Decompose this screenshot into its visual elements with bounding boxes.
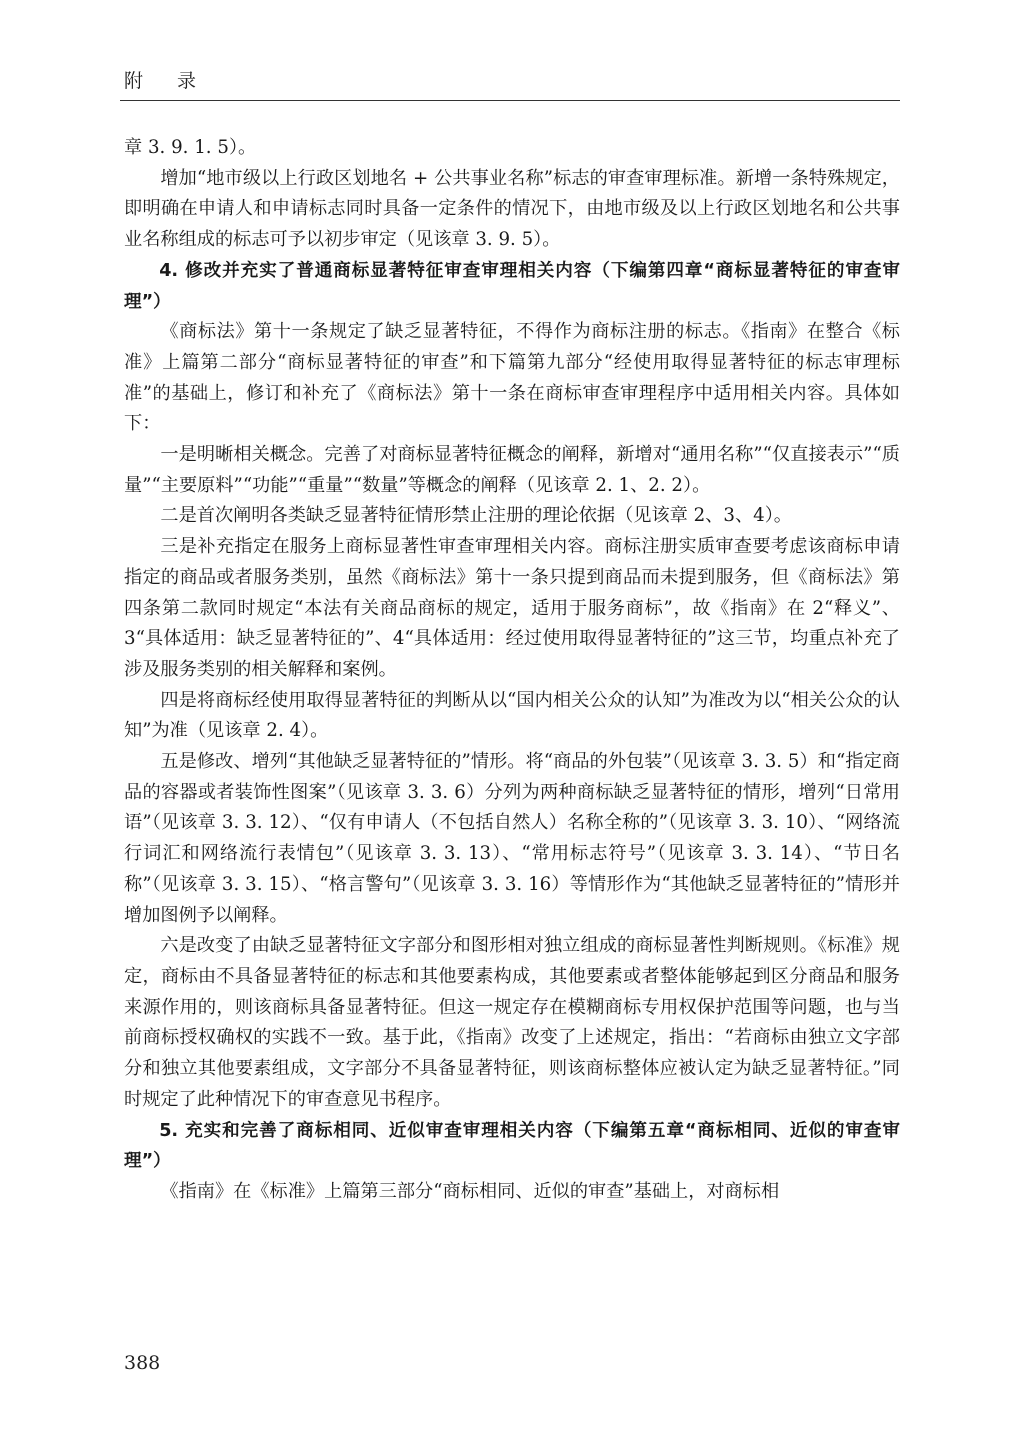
section-heading: 5. 充实和完善了商标相同、近似审查审理相关内容（下编第五章“商标相同、近似的审查审理”） — [124, 1120, 900, 1172]
header-rule — [120, 100, 900, 101]
running-head: 附 录 — [124, 70, 211, 92]
paragraph: 二是首次阐明各类缺乏显著特征情形禁止注册的理论依据（见该章 2、3、4）。 — [160, 505, 792, 527]
paragraph: 《商标法》第十一条规定了缺乏显著特征，不得作为商标注册的标志。《指南》在整合《标准》上篇第二部分“商标显著特征的审查”和下篇第九部分“经使用取得显著特征的标志审理标准”的基础上，修订和补充了《商标法》第十一条在商标审查审理程序中适用相关内容。具体如下： — [124, 321, 900, 435]
paragraph: 四是将商标经使用取得显著特征的判断从以“国内相关公众的认知”为准改为以“相关公众的认知”为准（见该章 2. 4）。 — [124, 689, 900, 742]
paragraph: 一是明晰相关概念。完善了对商标显著特征概念的阐释，新增对“通用名称”“仅直接表示”“质量”“主要原料”“功能”“重量”“数量”等概念的阐释（见该章 2. 1、2. 2）。 — [124, 444, 900, 496]
section-heading: 4. 修改并充实了普通商标显著特征审查审理相关内容（下编第四章“商标显著特征的审查审理”） — [124, 260, 900, 312]
paragraph: 《指南》在《标准》上篇第三部分“商标相同、近似的审查”基础上，对商标相 — [160, 1180, 780, 1202]
paragraph: 五是修改、增列“其他缺乏显著特征的”情形。将“商品的外包装”（见该章 3. 3. 5）和“指定商品的容器或者装饰性图案”（见该章 3. 3. 6）分列为两种商标缺乏显著特征的情形，增列“日常用语”（见该章 3. 3. 12）、“仅有申请人（不包括自然人）名称全称的”（见该章 3. 3. 10）、“网络流行词汇和网络流行表情包”（见该章 3. 3. 13）、“常用标志符号”（见该章 3. 3. 14）、“节日名称”（见该章 3. 3. 15）、“格言警句”（见该章 3. 3. 16）等情形作为“其他缺乏显著特征的”情形并增加图例予以阐释。 — [124, 751, 900, 926]
paragraph: 六是改变了由缺乏显著特征文字部分和图形相对独立组成的商标显著性判断规则。《标准》规定，商标由不具备显著特征的标志和其他要素构成，其他要素或者整体能够起到区分商品和服务来源作用的，则该商标具备显著特征。但这一规定存在模糊商标专用权保护范围等问题，也与当前商标授权确权的实践不一致。基于此，《指南》改变了上述规定，指出：“若商标由独立文字部分和独立其他要素组成，文字部分不具备显著特征，则该商标整体应被认定为缺乏显著特征。”同时规定了此种情况下的审查意见书程序。 — [124, 935, 900, 1110]
paragraph-continuation: 章 3. 9. 1. 5）。 — [124, 137, 257, 158]
page-number: 388 — [124, 1352, 161, 1374]
paragraph: 增加“地市级以上行政区划地名 + 公共事业名称”标志的审查审理标准。新增一条特殊规定，即明确在申请人和申请标志同时具备一定条件的情况下，由地市级及以上行政区划地名和公共事业名称组成的标志可予以初步审定（见该章 3. 9. 5）。 — [124, 167, 900, 251]
page-body — [124, 133, 900, 1208]
paragraph: 三是补充指定在服务上商标显著性审查审理相关内容。商标注册实质审查要考虑该商标申请指定的商品或者服务类别，虽然《商标法》第十一条只提到商品而未提到服务，但《商标法》第四条第二款同时规定“本法有关商品商标的规定，适用于服务商标”，故《指南》在 2“释义”、3“具体适用：缺乏显著特征的”、4“具体适用：经过使用取得显著特征的”这三节，均重点补充了涉及服务类别的相关解释和案例。 — [124, 536, 900, 680]
